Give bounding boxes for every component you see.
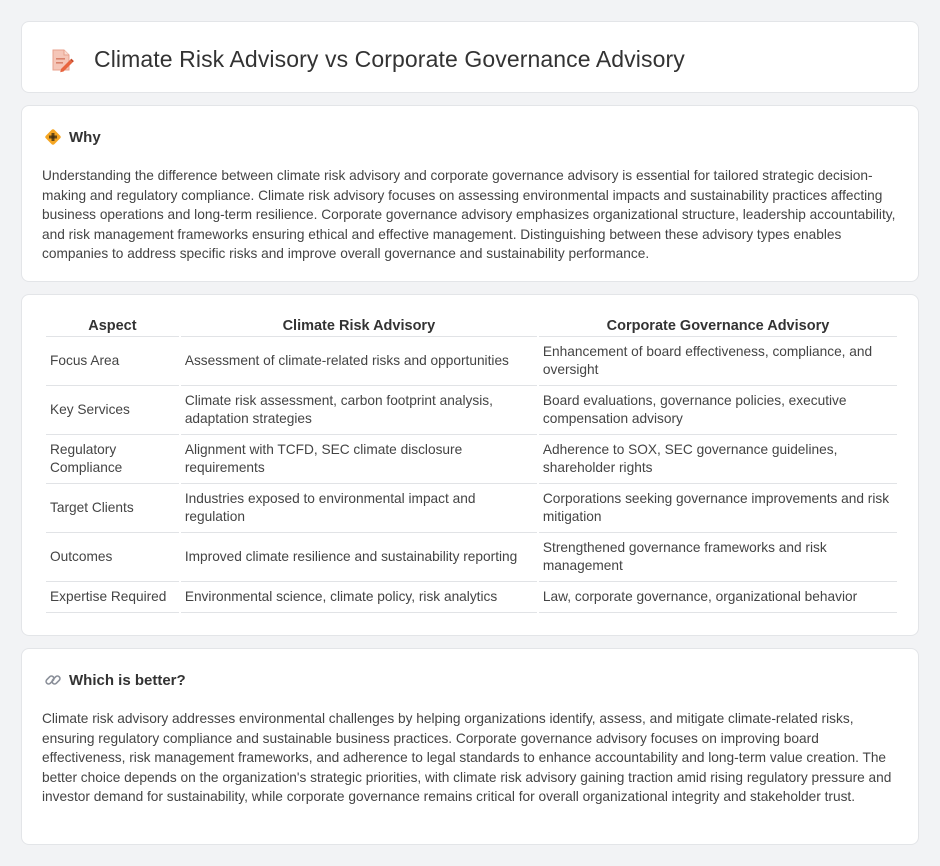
better-heading: Which is better?	[69, 671, 186, 689]
table-row	[46, 484, 897, 533]
table-row	[46, 337, 897, 386]
row-aspect: Regulatory Compliance	[46, 435, 179, 484]
link-icon	[44, 671, 62, 689]
header-aspect: Aspect	[46, 315, 179, 337]
why-heading: Why	[69, 128, 101, 146]
document-edit-icon	[48, 47, 74, 73]
row-climate-value: Environmental science, climate policy, risk analytics	[181, 582, 537, 613]
row-aspect: Outcomes	[46, 533, 179, 582]
better-heading-row	[44, 671, 186, 689]
row-governance-value: Corporations seeking governance improvements and risk mitigation	[539, 484, 897, 533]
table-header-row	[46, 315, 897, 337]
page-title: Climate Risk Advisory vs Corporate Governance Advisory	[94, 46, 685, 72]
row-aspect: Target Clients	[46, 484, 179, 533]
row-aspect: Focus Area	[46, 337, 179, 386]
row-climate-value: Industries exposed to environmental impact and regulation	[181, 484, 537, 533]
row-governance-value: Enhancement of board effectiveness, compliance, and oversight	[539, 337, 897, 386]
title-card	[21, 21, 919, 93]
row-governance-value: Strengthened governance frameworks and risk management	[539, 533, 897, 582]
comparison-section	[21, 294, 919, 636]
table-row	[46, 435, 897, 484]
row-governance-value: Law, corporate governance, organizational behavior	[539, 582, 897, 613]
row-climate-value: Improved climate resilience and sustainability reporting	[181, 533, 537, 582]
title-row	[48, 46, 685, 73]
row-governance-value: Board evaluations, governance policies, executive compensation advisory	[539, 386, 897, 435]
row-aspect: Expertise Required	[46, 582, 179, 613]
table-row	[46, 582, 897, 613]
why-heading-row	[44, 128, 101, 146]
diamond-sign-icon	[44, 128, 62, 146]
header-corporate-governance: Corporate Governance Advisory	[539, 315, 897, 337]
row-climate-value: Climate risk assessment, carbon footprint analysis, adaptation strategies	[181, 386, 537, 435]
row-aspect: Key Services	[46, 386, 179, 435]
which-is-better-section	[21, 648, 919, 845]
better-body: Climate risk advisory addresses environmental challenges by helping organizations identify, assess, and mitigate climate-related risks, ensuring regulatory compliance and sustainable business practices. Corporate governance advisory focuses on improving board effectiveness, risk management frameworks, and adherence to legal standards to enhance accountability and long-term value creation. The better choice depends on the organization's strategic priorities, with climate risk advisory gaining traction amid rising regulatory pressure and investor demand for sustainability, while corporate governance remains critical for overall organizational integrity and stakeholder trust.	[42, 711, 892, 805]
header-climate-risk: Climate Risk Advisory	[181, 315, 537, 337]
row-climate-value: Alignment with TCFD, SEC climate disclosure requirements	[181, 435, 537, 484]
row-governance-value: Adherence to SOX, SEC governance guidelines, shareholder rights	[539, 435, 897, 484]
why-body: Understanding the difference between climate risk advisory and corporate governance advisory is essential for tailored strategic decision-making and regulatory compliance. Climate risk advisory focuses on assessing environmental impacts and sustainability practices affecting business operations and long-term resilience. Corporate governance advisory emphasizes organizational structure, leadership accountability, and risk management frameworks ensuring ethical and effective management. Distinguishing between these advisory types enables companies to address specific risks and improve overall governance and sustainability performance.	[42, 168, 896, 262]
table-row	[46, 533, 897, 582]
why-section	[21, 105, 919, 282]
row-climate-value: Assessment of climate-related risks and opportunities	[181, 337, 537, 386]
comparison-table	[44, 315, 899, 613]
table-row	[46, 386, 897, 435]
